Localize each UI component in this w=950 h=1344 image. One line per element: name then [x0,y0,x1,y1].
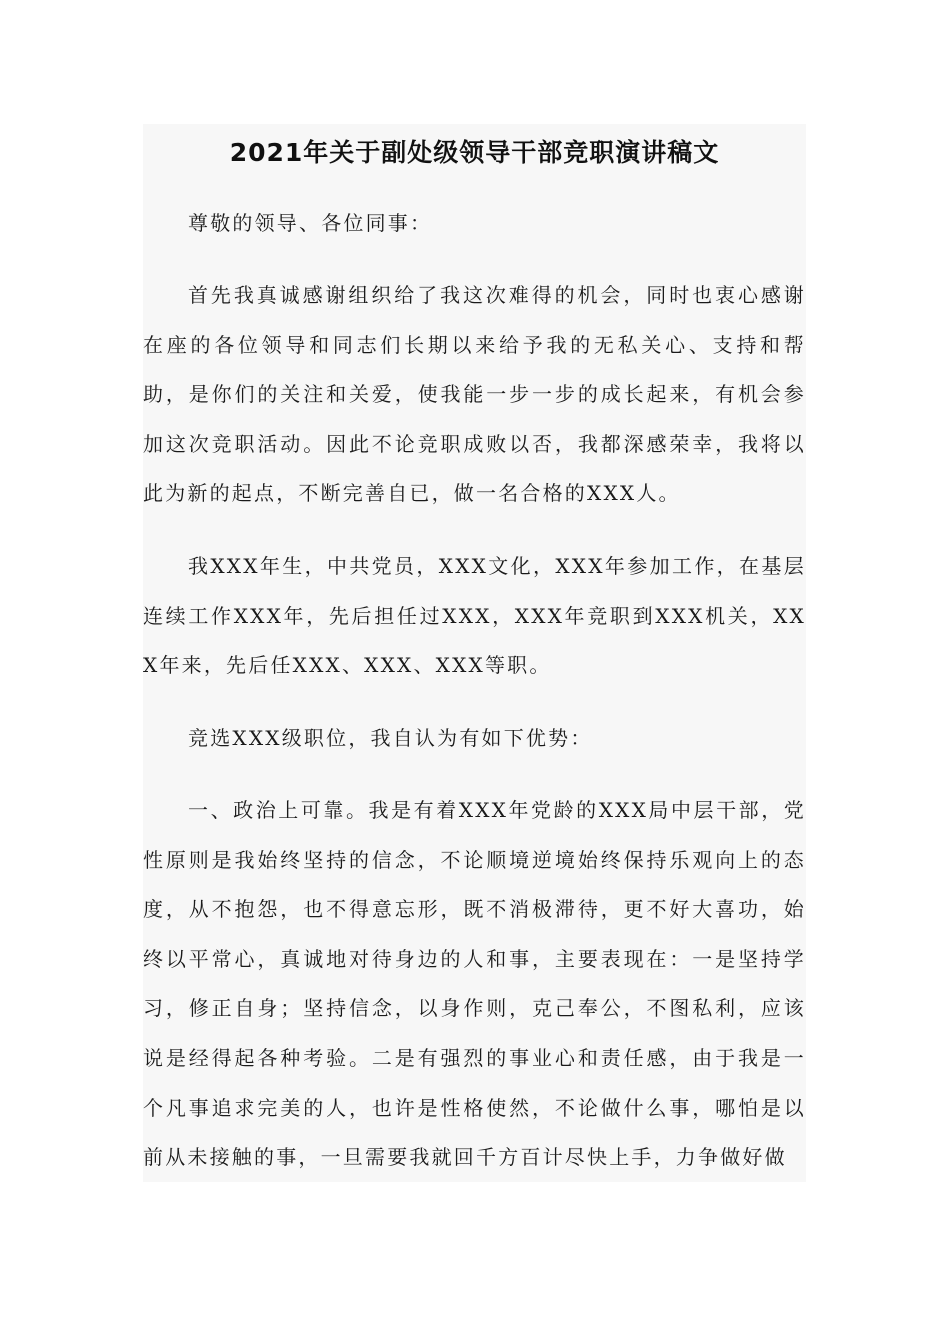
paragraph-background: 我XXX年生，中共党员，XXX文化，XXX年参加工作，在基层连续工作XXX年，先后担任过XXX，XXX年竞职到XXX机关，XXX年来，先后任XXX、XXX、XXX等职。 [143,554,806,678]
paragraph-political-reliability: 一、政治上可靠。我是有着XXX年党龄的XXX局中层干部，党性原则是我始终坚持的信念，不论顺境逆境始终保持乐观向上的态度，从不抱怨，也不得意忘形，既不消极滞待，更不好大喜功，始终以平常心，真诚地对待身边的人和事，主要表现在：一是坚持学习，修正自身；坚持信念，以身作则，克己奉公，不图私利，应该说是经得起各种考验。二是有强烈的事业心和责任感，由于我是一个凡事追求完美的人，也许是性格使然，不论做什么事，哪怕是以前从未接触的事，一旦需要我就回千方百计尽快上手，力争做好做 [143,798,806,1170]
paragraph-advantages-intro: 竞选XXX级职位，我自认为有如下优势： [188,726,593,750]
paragraph-salutation: 尊敬的领导、各位同事： [188,211,433,235]
paragraph-thanks: 首先我真诚感谢组织给了我这次难得的机会，同时也衷心感谢在座的各位领导和同志们长期以来给予我的无私关心、支持和帮助，是你们的关注和关爱，使我能一步一步的成长起来，有机会参加这次竞职活动。因此不论竞职成败以否，我都深感荣幸，我将以此为新的起点，不断完善自已，做一名合格的XXX人。 [143,283,806,506]
document-page [143,124,806,1182]
document-title: 2021年关于副处级领导干部竞职演讲稿文 [229,138,720,167]
